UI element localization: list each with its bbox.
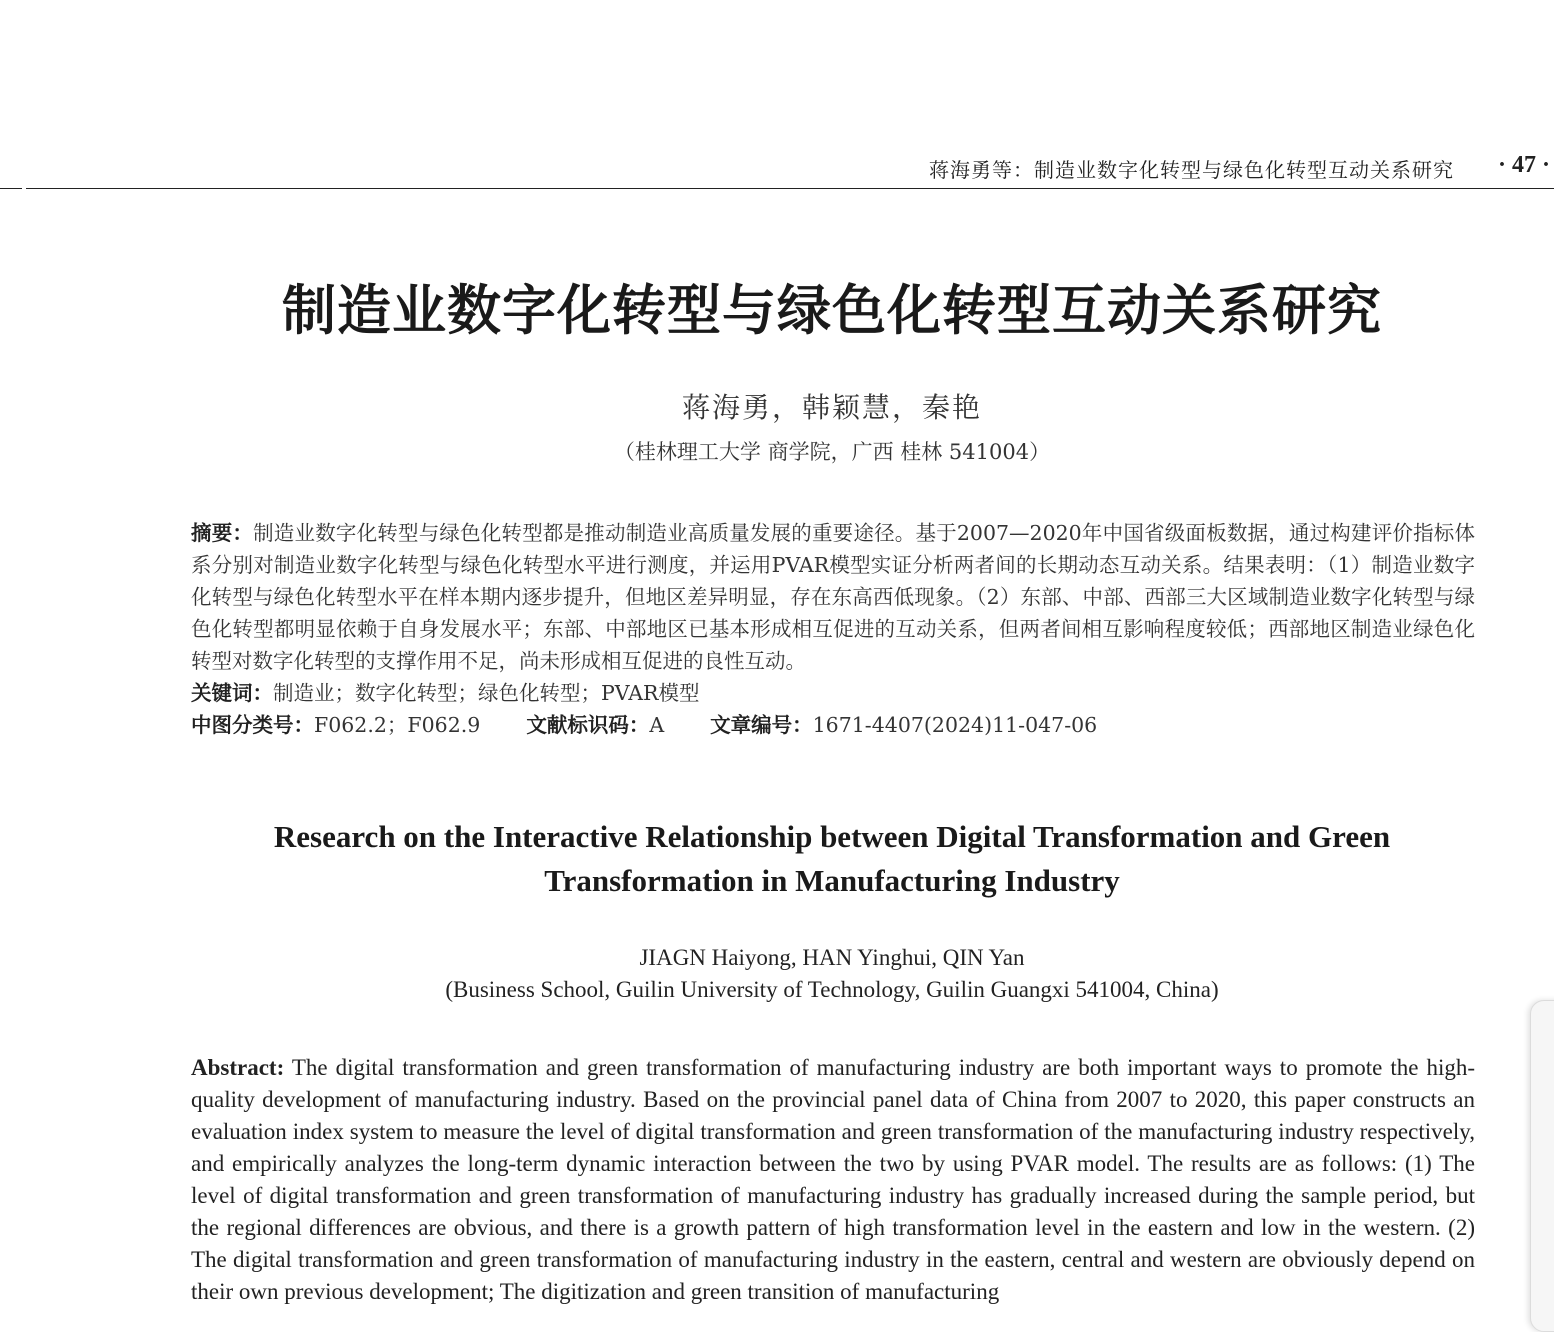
page-number: · 47 · (1497, 152, 1550, 178)
side-panel-handle[interactable] (1530, 1000, 1554, 1332)
english-abstract-text: The digital transformation and green transformation of manufacturing industry are both important ways to promote the high-quality development of manufacturing industry. Based on the provincial panel data of China from 2007 to 2020, this paper constructs an evaluation index system to measure the level of digital transformation and green transformation of the manufacturing industry respectively, and empirically analyzes the long-term dynamic interaction between the two by using PVAR model. The results are as follows: (1) The level of digital transformation and green transformation of manufacturing industry has gradually increased during the sample period, but the regional differences are obvious, and there is a growth pattern of high transformation level in the eastern and low in the western. (2) The digital transformation and green transformation of manufacturing industry in the eastern, central and western are obviously depend on their own previous development; The digitization and green transition of manufacturing (191, 1055, 1475, 1304)
english-title (0, 815, 1554, 903)
article-number-value: 1671-4407(2024)11-047-06 (812, 713, 1098, 737)
chinese-authors: 蒋海勇，韩颖慧，秦艳 (681, 391, 982, 424)
english-authors: JIAGN Haiyong, HAN Yinghui, QIN Yan (639, 945, 1025, 970)
keywords-label: 关键词： (191, 681, 273, 705)
english-affiliation: (Business School, Guilin University of Technology, Guilin Guangxi 541004, China) (445, 977, 1219, 1002)
chinese-affiliation: （桂林理工大学 商学院，广西 桂林 541004） (613, 440, 1051, 464)
doc-code-value: A (649, 713, 665, 737)
chinese-keywords (191, 677, 1475, 709)
keywords-text: 制造业；数字化转型；绿色化转型；PVAR模型 (273, 681, 700, 705)
running-title: 蒋海勇等：制造业数字化转型与绿色化转型互动关系研究 (929, 158, 1454, 182)
doc-code-label: 文献标识码： (526, 713, 650, 737)
clc-value: F062.2；F062.9 (314, 713, 481, 737)
chinese-abstract-text: 制造业数字化转型与绿色化转型都是推动制造业高质量发展的重要途径。基于2007—2020年中国省级面板数据，通过构建评价指标体系分别对制造业数字化转型与绿色化转型水平进行测度，并运用PVAR模型实证分析两者间的长期动态互动关系。结果表明：（1）制造业数字化转型与绿色化转型水平在样本期内逐步提升，但地区差异明显，存在东高西低现象。（2）东部、中部、西部三大区域制造业数字化转型与绿色化转型都明显依赖于自身发展水平；东部、中部地区已基本形成相互促进的互动关系，但两者间相互影响程度较低；西部地区制造业绿色化转型对数字化转型的支撑作用不足，尚未形成相互促进的良性互动。 (191, 521, 1476, 673)
english-title-line-1: Research on the Interactive Relationship between Digital Transformation and Green (273, 819, 1391, 854)
english-abstract-label: Abstract: (191, 1055, 285, 1080)
classification-line (191, 709, 1475, 741)
chinese-abstract-block (191, 517, 1475, 741)
chinese-abstract-label: 摘要： (191, 521, 254, 545)
running-header (0, 152, 1554, 186)
header-rule-stub (0, 188, 22, 189)
chinese-title: 制造业数字化转型与绿色化转型互动关系研究 (282, 278, 1382, 342)
english-abstract (191, 1052, 1475, 1308)
clc-label: 中图分类号： (191, 713, 314, 737)
article-number-label: 文章编号： (710, 713, 813, 737)
chinese-abstract (191, 517, 1475, 677)
header-rule (26, 188, 1554, 189)
english-title-line-2: Transformation in Manufacturing Industry (544, 863, 1120, 898)
